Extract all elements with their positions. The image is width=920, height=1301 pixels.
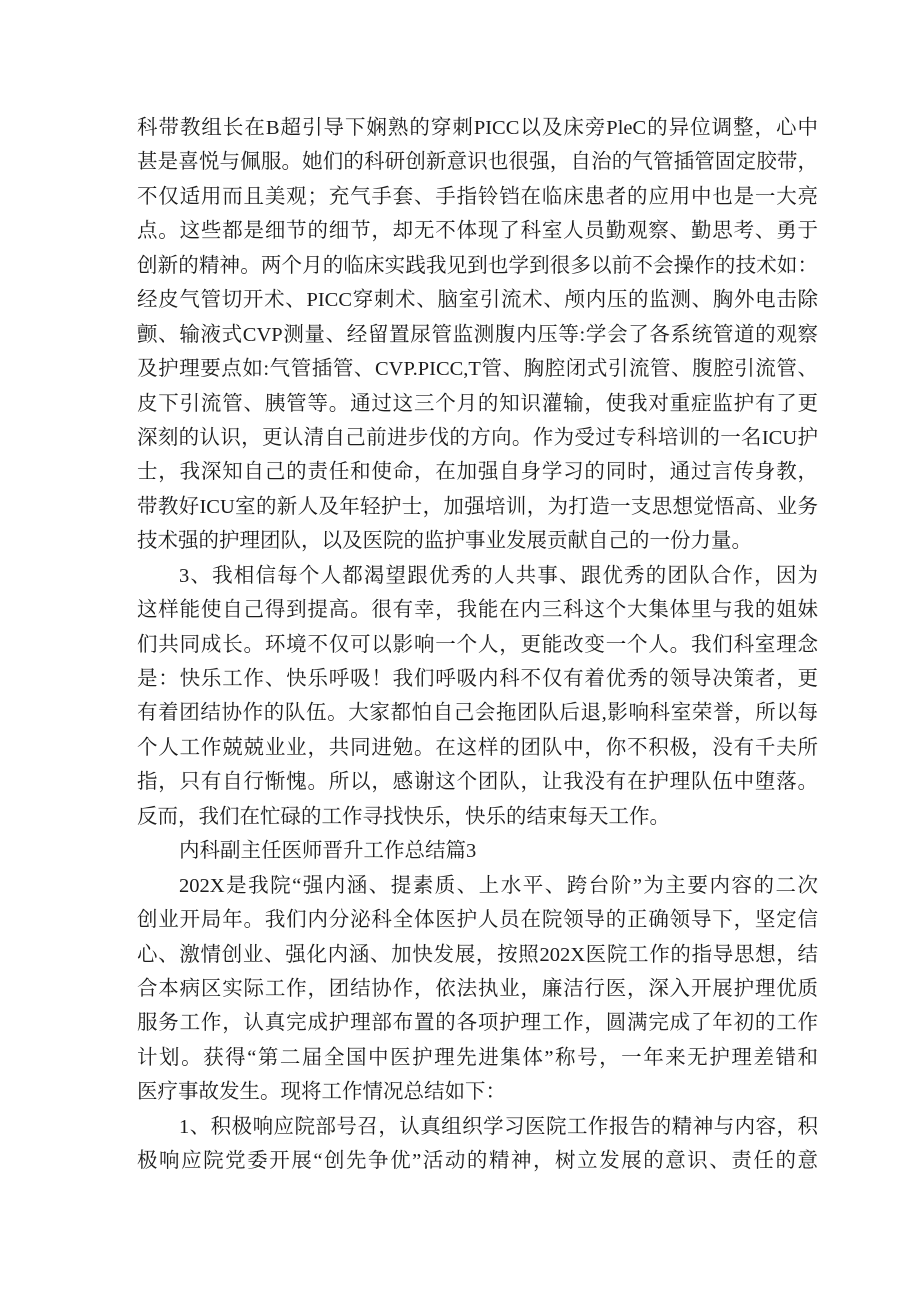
document-text [137,111,818,1179]
text-line: 们共同成长。环境不仅可以影响一个人，更能改变一个人。我们科室理念 [137,633,818,656]
text-line: 创业开局年。我们内分泌科全体医护人员在院领导的正确领导下，坚定信 [137,909,818,932]
text-line: 经皮气管切开术、PICC穿刺术、脑室引流术、颅内压的监测、胸外电击除 [137,289,818,312]
text-line: 深刻的认识，更认清自己前进步伐的方向。作为受过专科培训的一名ICU护 [137,426,818,449]
text-line: 反而，我们在忙碌的工作寻找快乐，快乐的结束每天工作。 [137,805,670,828]
text-line: 计划。获得“第二届全国中医护理先进集体”称号，一年来无护理差错和 [137,1046,818,1069]
text-line: 个人工作兢兢业业，共同进勉。在这样的团队中，你不积极，没有千夫所 [137,736,818,759]
text-line: 服务工作，认真完成护理部布置的各项护理工作，圆满完成了年初的工作 [137,1012,818,1035]
section-heading: 内科副主任医师晋升工作总结篇3 [179,840,477,863]
text-line: 极响应院党委开展“创先争优”活动的精神，树立发展的意识、责任的意 [137,1150,818,1173]
text-line: 点。这些都是细节的细节，却无不体现了科室人员勤观察、勤思考、勇于 [137,220,818,243]
text-line: 皮下引流管、胰管等。通过这三个月的知识灌输，使我对重症监护有了更 [137,392,818,415]
text-line: 心、激情创业、强化内涵、加快发展，按照202X医院工作的指导思想，结 [137,943,818,966]
text-line: 合本病区实际工作，团结协作，依法执业，廉洁行医，深入开展护理优质 [137,977,818,1000]
text-line: 及护理要点如:气管插管、CVP.PICC,T管、胸腔闭式引流管、腹腔引流管、 [137,358,818,381]
text-line: 指，只有自行惭愧。所以，感谢这个团队，让我没有在护理队伍中堕落。 [137,771,818,794]
text-line: 这样能使自己得到提高。很有幸，我能在内三科这个大集体里与我的姐妹 [137,599,818,622]
text-line: 202X是我院“强内涵、提素质、上水平、跨台阶”为主要内容的二次 [179,874,818,897]
text-line: 是：快乐工作、快乐呼吸！我们呼吸内科不仅有着优秀的领导决策者，更 [137,668,818,690]
text-line: 士，我深知自己的责任和使命，在加强自身学习的同时，通过言传身教， [137,461,818,484]
text-line: 医疗事故发生。现将工作情况总结如下： [137,1081,506,1104]
text-line: 有着团结协作的队伍。大家都怕自己会拖团队后退,影响科室荣誉，所以每 [137,702,818,725]
text-line: 甚是喜悦与佩服。她们的科研创新意识也很强，自治的气管插管固定胶带， [137,151,818,174]
text-line: 带教好ICU室的新人及年轻护士，加强培训，为打造一支思想觉悟高、业务 [137,495,818,518]
text-line: 3、我相信每个人都渴望跟优秀的人共事、跟优秀的团队合作，因为 [179,564,818,587]
text-line: 科带教组长在B超引导下娴熟的穿刺PICC以及床旁PleC的异位调整，心中 [137,117,818,139]
text-line: 不仅适用而且美观；充气手套、手指铃铛在临床患者的应用中也是一大亮 [137,185,818,208]
text-line: 颤、输液式CVP测量、经留置尿管监测腹内压等:学会了各系统管道的观察 [137,323,818,346]
text-line: 创新的精神。两个月的临床实践我见到也学到很多以前不会操作的技术如： [137,254,818,277]
text-line: 1、积极响应院部号召，认真组织学习医院工作报告的精神与内容，积 [179,1115,818,1138]
text-line: 技术强的护理团队，以及医院的监护事业发展贡献自己的一份力量。 [137,530,752,553]
